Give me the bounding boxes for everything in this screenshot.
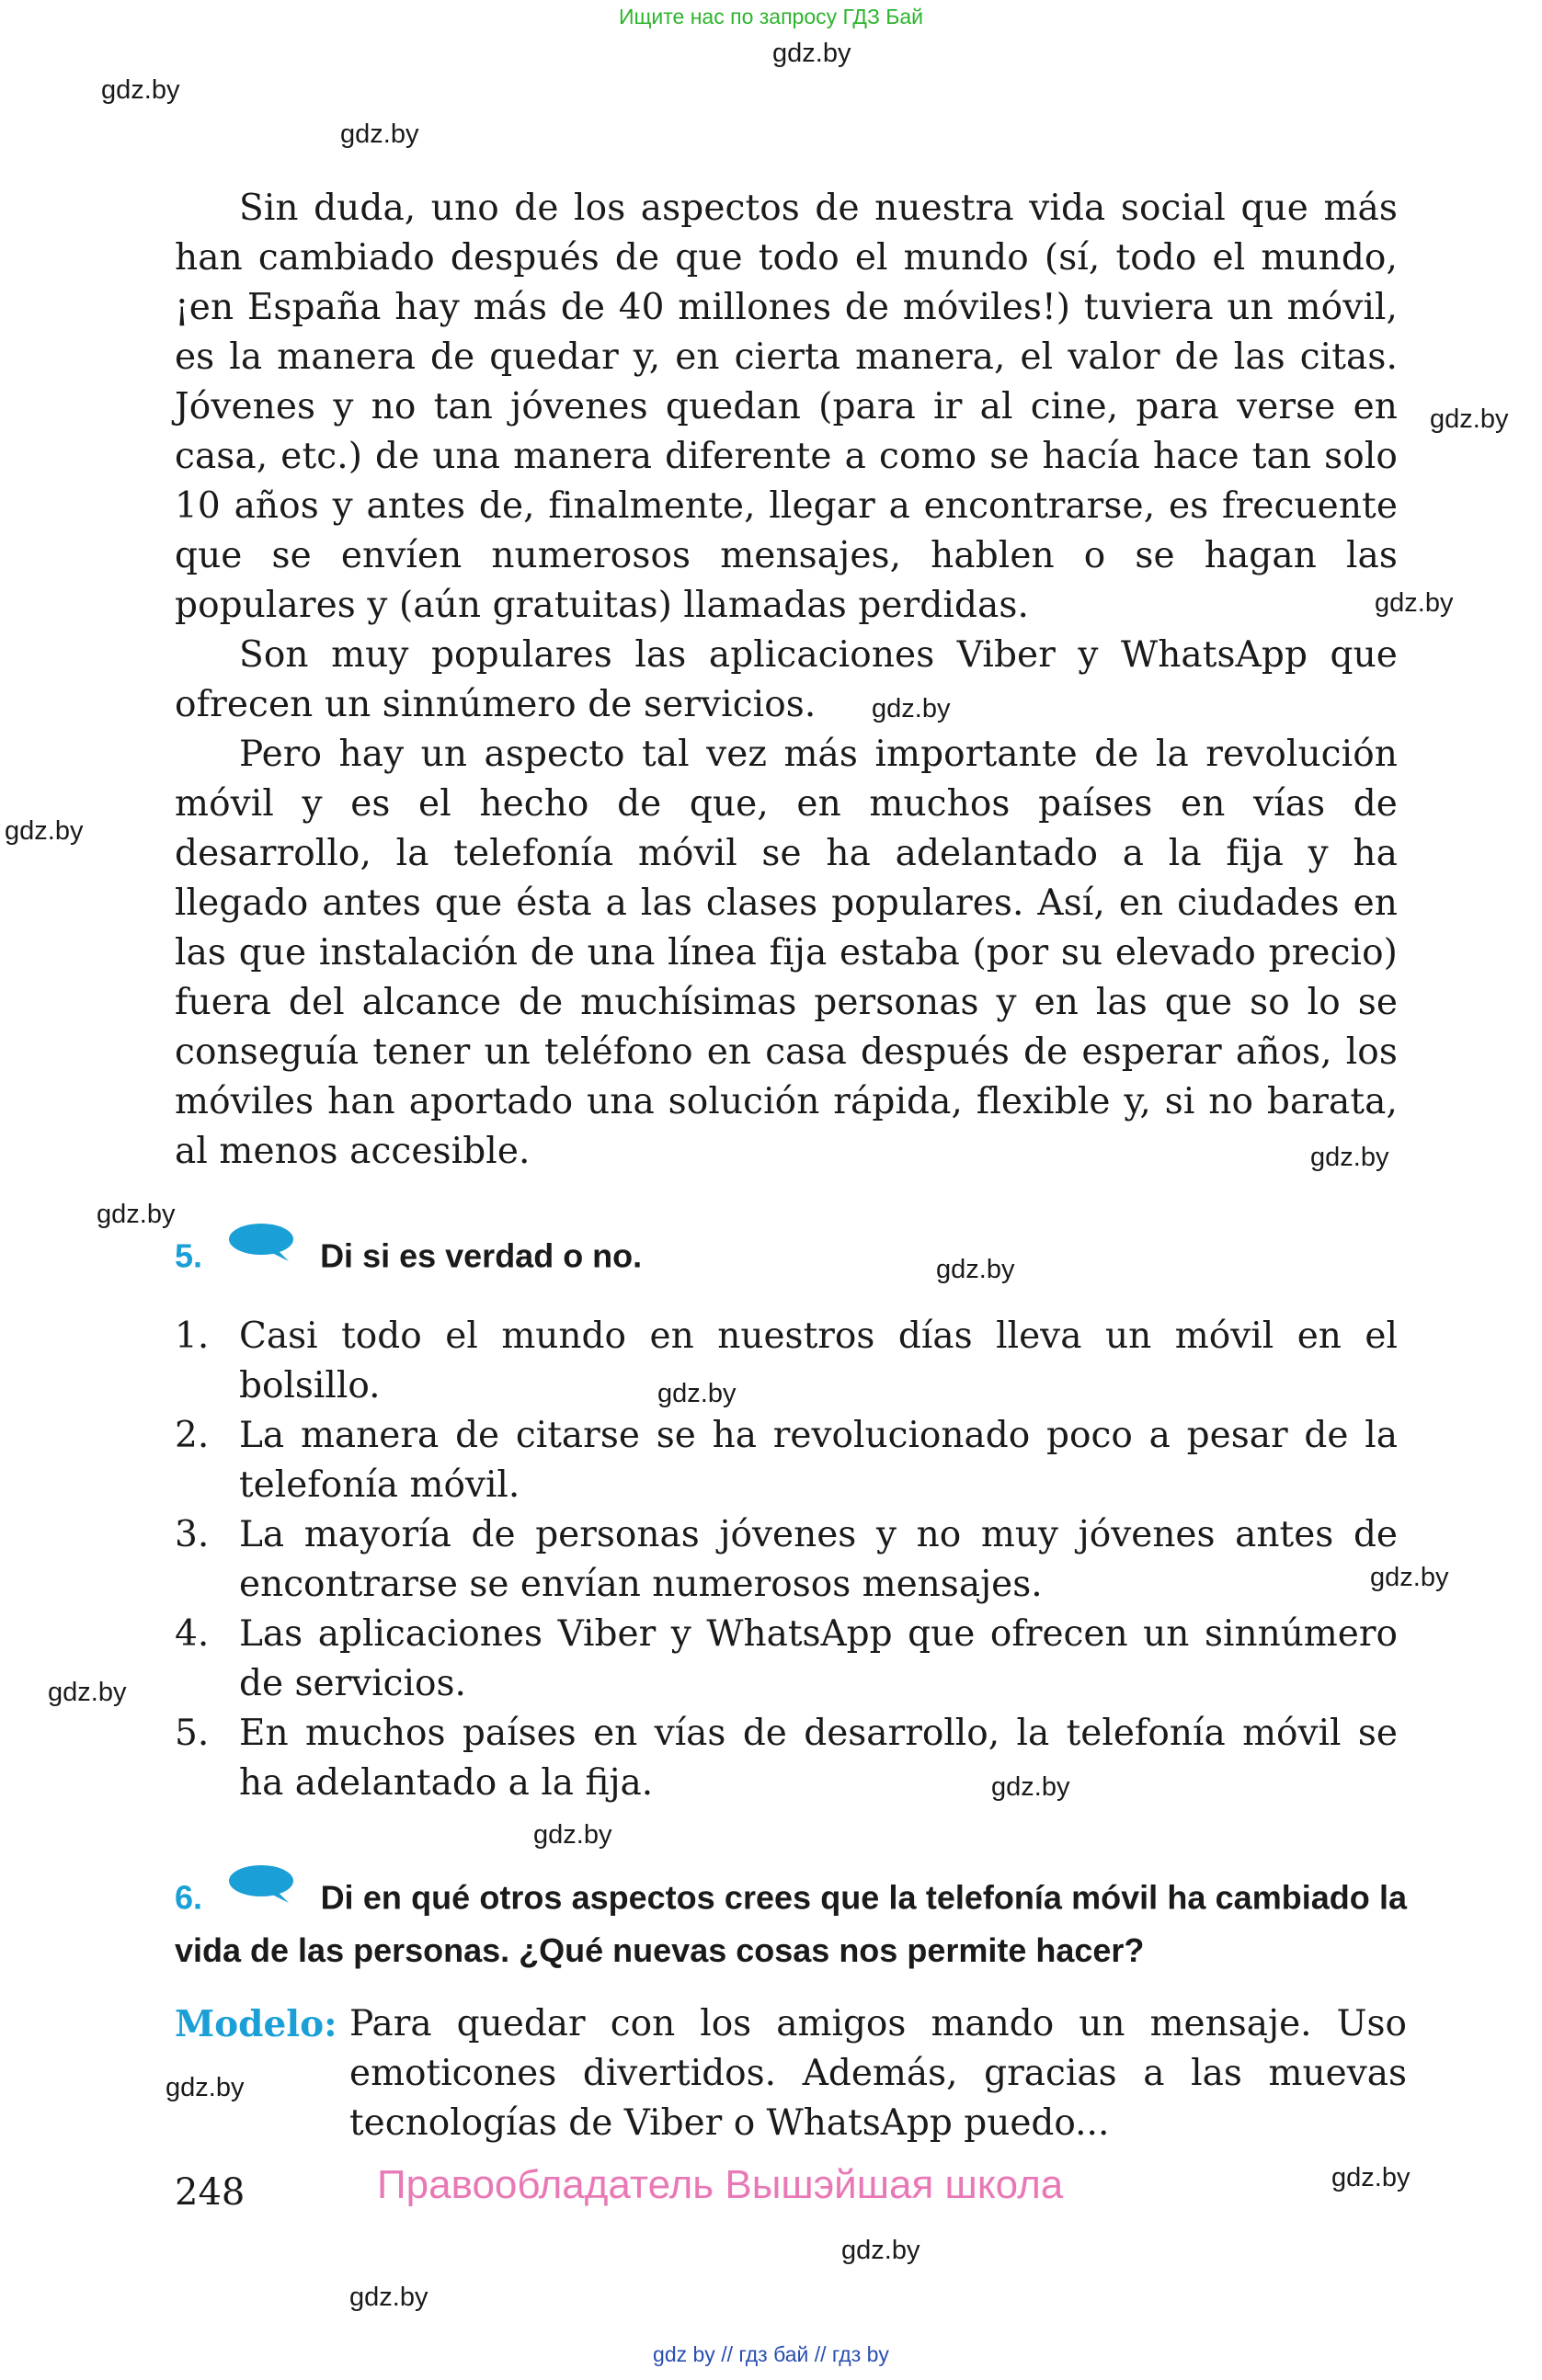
watermark: gdz.by: [841, 2236, 920, 2265]
item-text: La manera de citarse se ha revolucionado poco a pesar de la telefonía móvil.: [239, 1415, 1398, 1506]
watermark: gdz.by: [772, 39, 851, 68]
watermark: gdz.by: [340, 120, 419, 149]
footer-links[interactable]: gdz by // гдз бай // гдз by: [653, 2342, 889, 2366]
exercise-5-title: Di si es verdad o no.: [320, 1236, 643, 1275]
exercise-6-title: Di en qué otros aspectos crees que la telefonía móvil ha cambiado la vida de las personas. ¿Qué nuevas cosas nos permite hacer?: [175, 1878, 1407, 1969]
exercise-5-number: 5.: [175, 1236, 203, 1275]
list-item: [175, 1709, 1398, 1808]
list-item: [175, 1610, 1398, 1709]
speech-bubble-icon: [228, 1223, 294, 1276]
watermark: gdz.by: [533, 1820, 612, 1850]
watermark: gdz.by: [101, 75, 180, 105]
exercise-6-heading: [175, 1873, 1407, 1975]
item-number: 4.: [175, 1613, 210, 1655]
watermark: gdz.by: [1331, 2163, 1411, 2192]
list-item: [175, 1312, 1398, 1411]
item-text: La mayoría de personas jóvenes y no muy jóvenes antes de encontrarse se envían numerosos mensajes.: [239, 1514, 1398, 1605]
exercise-6-number: 6.: [175, 1878, 203, 1917]
list-item: [175, 1411, 1398, 1510]
item-number: 2.: [175, 1415, 210, 1456]
watermark: gdz.by: [936, 1255, 1015, 1284]
model-text: Para quedar con los amigos mando un mensaje. Uso emoticones divertidos. Además, gracias a las muevas tecnologías de Viber o WhatsApp puedo...: [349, 2003, 1407, 2144]
watermark: gdz.by: [97, 1200, 176, 1229]
model-example: [175, 1999, 1407, 2148]
list-item: [175, 1510, 1398, 1610]
watermark: gdz.by: [1430, 404, 1509, 434]
reading-paragraph-3: Pero hay un aspecto tal vez más importante de la revolución móvil y es el hecho de que, en muchos países en vías de desarrollo, la telefonía móvil se ha adelantado a la fija y ha llegado antes que ésta a las clases populares. Así, en ciudades en las que instalación de una línea fija estaba (por su elevado precio) fuera del alcance de muchísimas personas y en las que so lo se conseguía tener un teléfono en casa después de esperar años, los móviles han aportado una solución rápida, flexible y, si no barata, al menos accesible.: [175, 734, 1398, 1172]
model-label: Modelo:: [175, 2003, 337, 2045]
watermark: gdz.by: [991, 1772, 1070, 1802]
watermark: gdz.by: [872, 694, 951, 723]
watermark: gdz.by: [657, 1379, 737, 1408]
item-number: 1.: [175, 1315, 210, 1357]
exercise-5-list: [175, 1312, 1398, 1808]
item-number: 5.: [175, 1713, 210, 1754]
watermark: gdz.by: [1375, 588, 1454, 618]
item-text: Las aplicaciones Viber y WhatsApp que ofrecen un sinnúmero de servicios.: [239, 1613, 1398, 1704]
watermark: gdz.by: [48, 1678, 127, 1707]
page-number: 248: [175, 2171, 246, 2214]
watermark: gdz.by: [1370, 1563, 1449, 1592]
exercise-5-heading: [175, 1232, 1407, 1285]
reading-paragraph-1: Sin duda, uno de los aspectos de nuestra vida social que más han cambiado después de que todo el mundo (sí, todo el mundo, ¡en España hay más de 40 millones de móviles!) tuviera un móvil, es la manera de quedar y, en cierta manera, el valor de las citas. Jóvenes y no tan jóvenes quedan (para ir al cine, para verse en casa, etc.) de una manera diferente a como se hacía hace tan solo 10 años y antes de, finalmente, llegar a encontrarse, es frecuente que se envíen numerosos mensajes, hablen o se hagan las populares y (aún gratuitas) llamadas perdidas.: [175, 188, 1398, 626]
speech-bubble-icon: [228, 1864, 294, 1918]
item-number: 3.: [175, 1514, 210, 1555]
watermark: gdz.by: [1310, 1143, 1389, 1172]
copyright-holder: Правообладатель Вышэйшая школа: [377, 2162, 1064, 2207]
reading-paragraph-2: Son muy populares las aplicaciones Viber y WhatsApp que ofrecen un sinnúmero de servicios.: [175, 634, 1398, 725]
item-text: En muchos países en vías de desarrollo, la telefonía móvil se ha adelantado a la fija.: [239, 1713, 1398, 1804]
item-text: Casi todo el mundo en nuestros días lleva un móvil en el bolsillo.: [239, 1315, 1398, 1406]
watermark: gdz.by: [166, 2073, 245, 2102]
watermark: gdz.by: [5, 816, 84, 846]
watermark: gdz.by: [349, 2283, 428, 2312]
top-banner[interactable]: Ищите нас по запросу ГДЗ Бай: [618, 5, 924, 28]
